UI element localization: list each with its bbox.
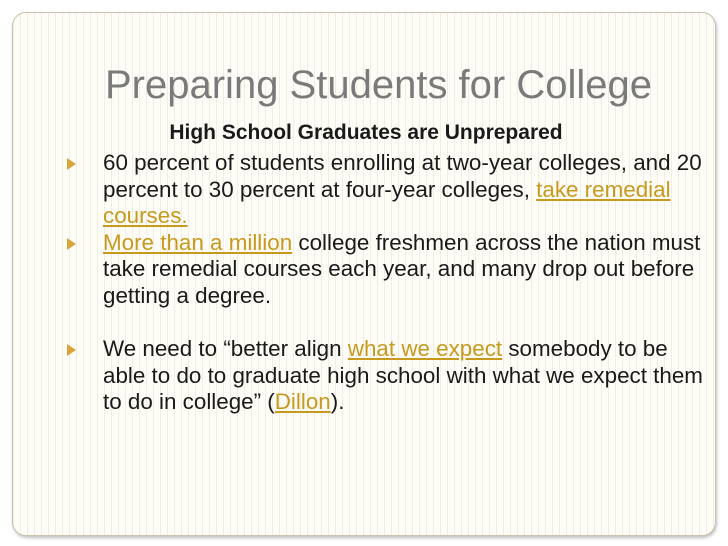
slide-subtitle: High School Graduates are Unprepared — [169, 121, 563, 144]
slide — [12, 12, 716, 536]
bullet-item-remedial-stats — [65, 150, 705, 230]
bullet-text: somebody to be able to do to graduate high school with what we expect them to do in college” ( — [103, 336, 703, 414]
bullet-text: 60 percent of students enrolling at two-year colleges, and 20 percent to 30 percent at four-year colleges, — [103, 150, 702, 202]
bullet-item-dillon-quote — [65, 336, 705, 416]
triangle-bullet-icon — [67, 158, 76, 170]
bullet-text: We need to “better align — [103, 336, 348, 361]
bullet-text: ). — [330, 389, 345, 414]
bullet-text: college freshmen across the nation must take remedial courses each year, and many drop out before getting a degree. — [103, 229, 701, 308]
slide-title: Preparing Students for College — [105, 63, 652, 107]
more-than-a-million-link[interactable]: More than a million — [103, 229, 293, 255]
bullet-item-million-freshmen — [65, 230, 705, 310]
bullet-list — [65, 150, 705, 416]
what-we-expect-link[interactable]: what we expect — [347, 336, 503, 361]
triangle-bullet-icon — [67, 238, 76, 250]
triangle-bullet-icon — [67, 344, 76, 356]
dillon-link[interactable]: Dillon — [274, 389, 331, 414]
take-remedial-courses-link[interactable]: take remedial courses. — [103, 176, 671, 228]
